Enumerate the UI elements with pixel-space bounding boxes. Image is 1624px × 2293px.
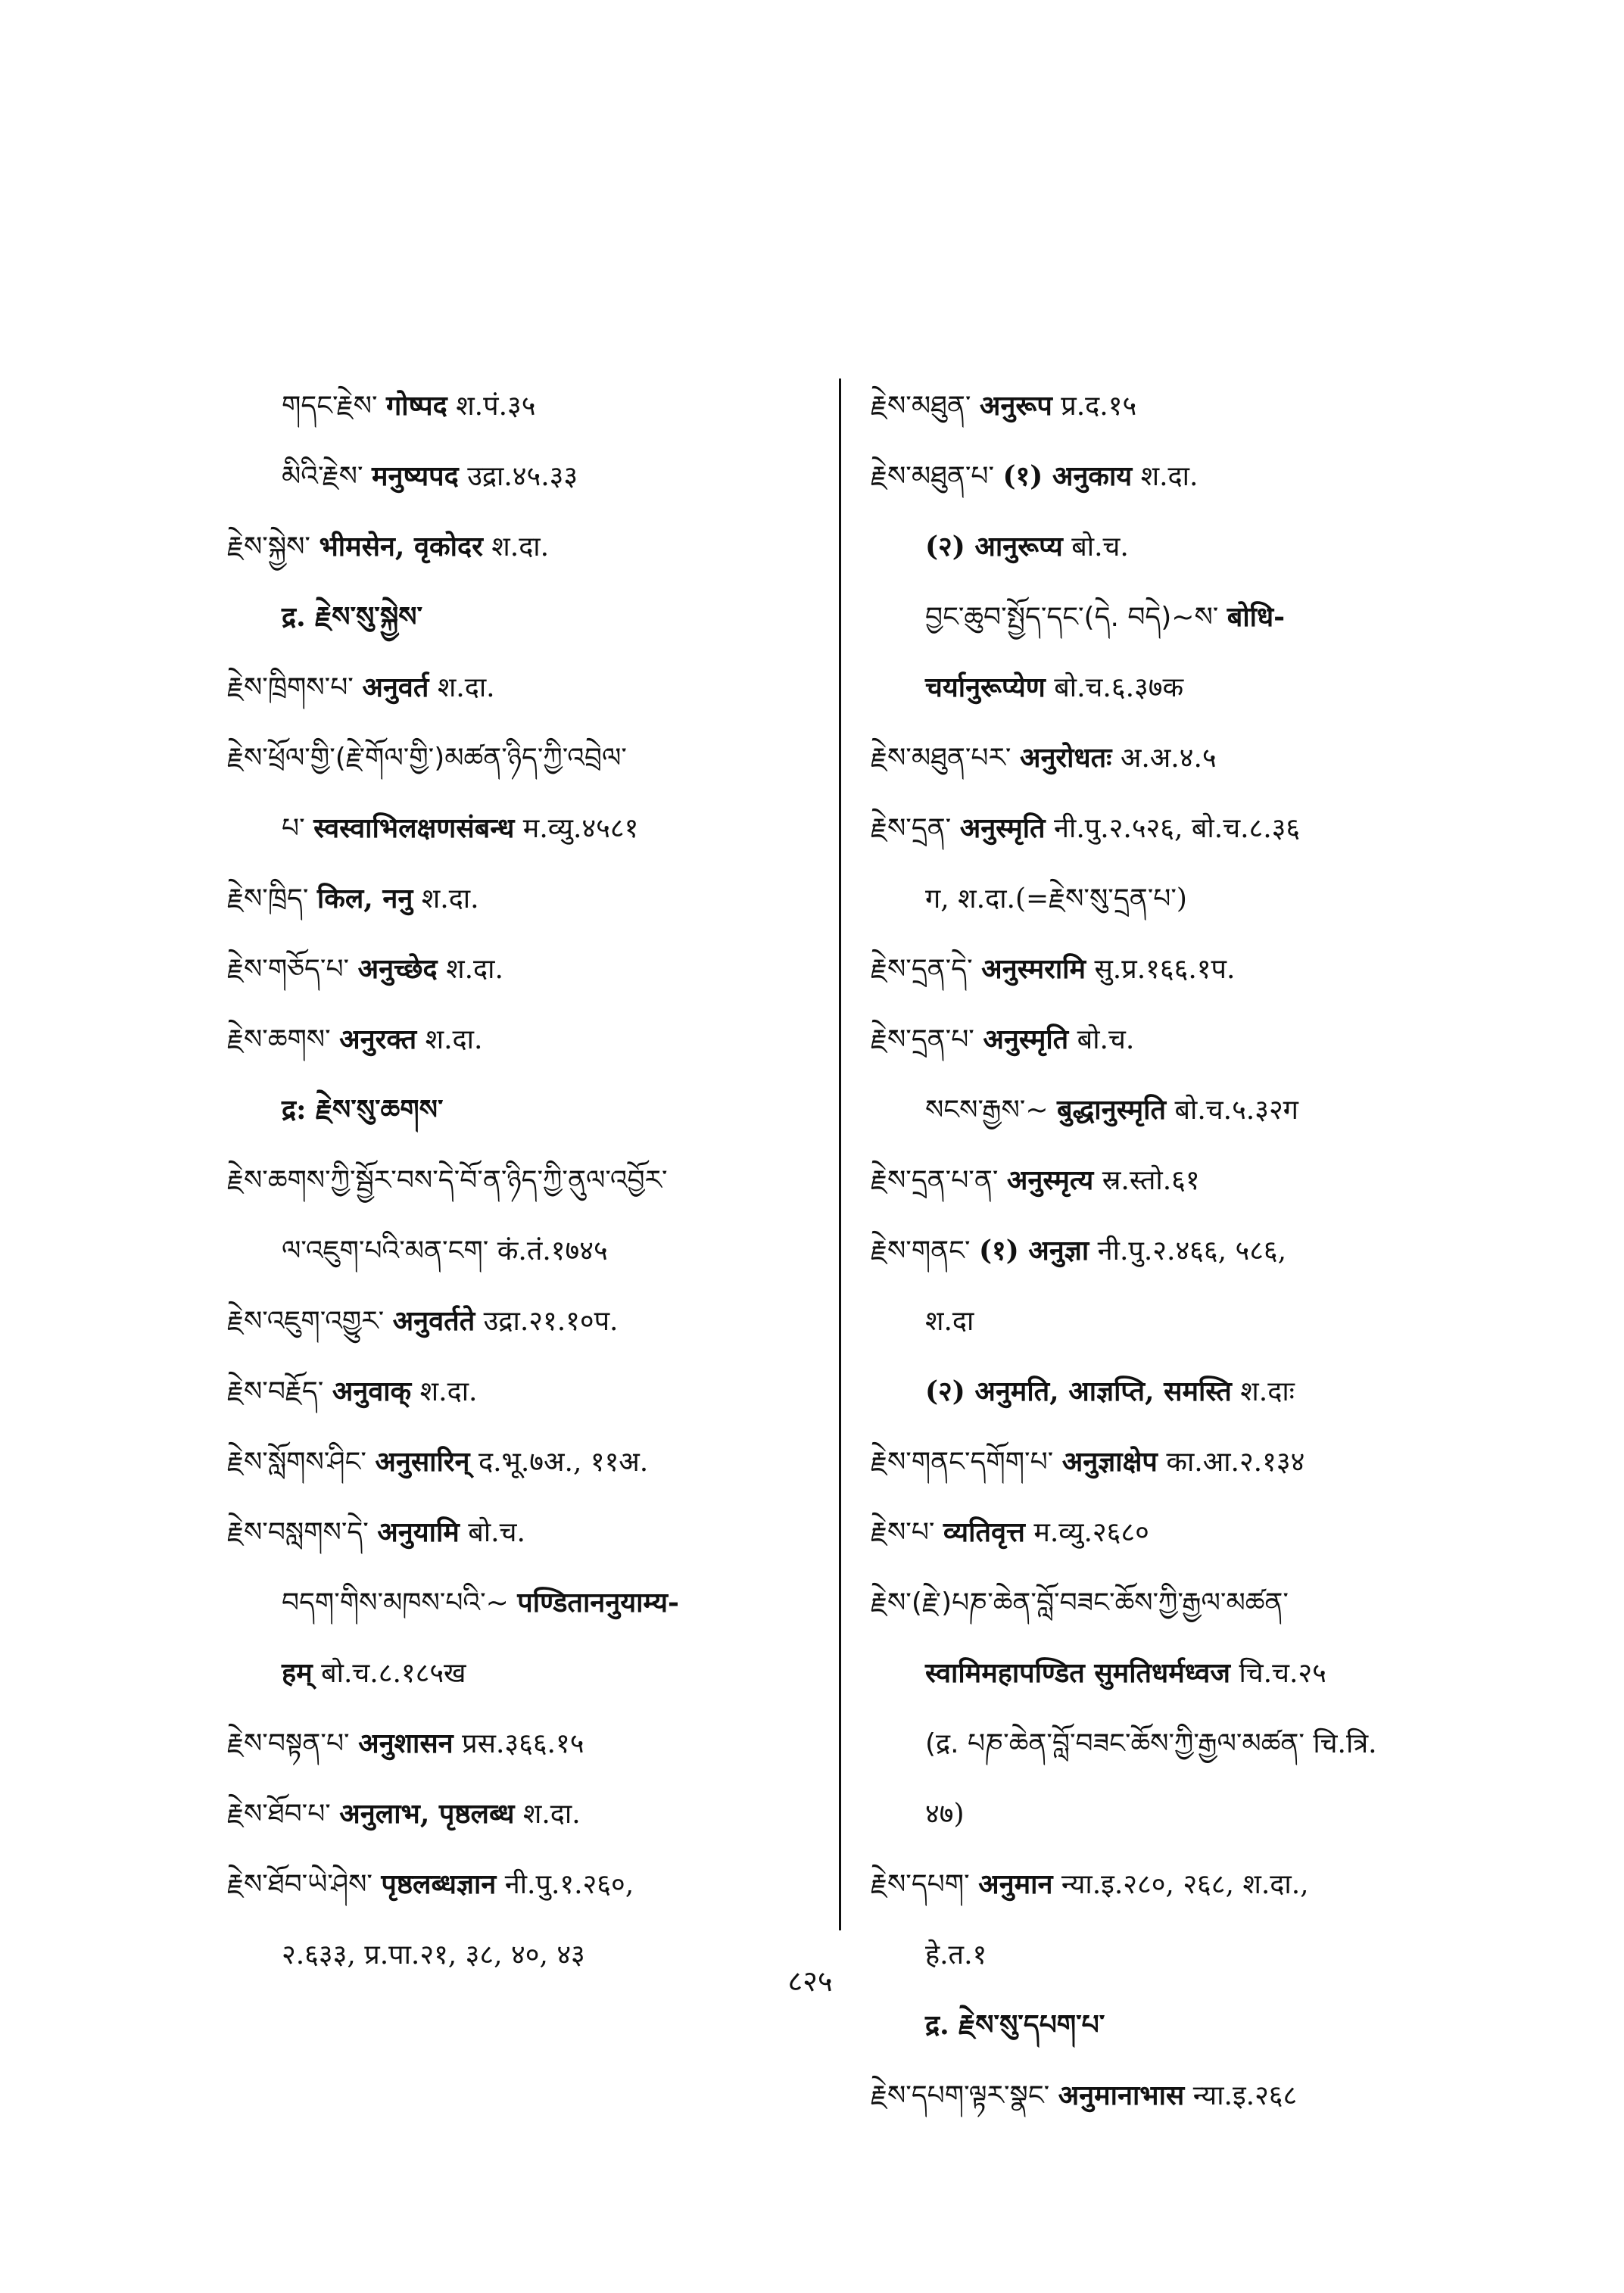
column-divider	[839, 379, 841, 1930]
source-reference: चि.च.२५	[1239, 1658, 1326, 1689]
source-reference: ४७)	[925, 1799, 965, 1830]
dictionary-entry-line	[871, 1216, 1446, 1286]
dictionary-entry-line	[871, 793, 1446, 864]
tibetan-headword: རྗེས་གཅོད་པ་	[227, 954, 350, 985]
tibetan-headword: རྗེས་གནང་	[871, 1235, 971, 1266]
dictionary-entry-line	[871, 1568, 1446, 1638]
source-reference: सु.प्र.१६६.१प.	[1094, 954, 1236, 985]
sanskrit-equivalent: चर्यानुरूप्येण	[925, 671, 1046, 703]
dictionary-entry-line	[871, 1990, 1446, 2061]
dictionary-entry-line	[871, 1286, 1446, 1357]
tibetan-headword: རྗེས་བརྗོད་	[227, 1376, 324, 1407]
tibetan-headword: རྗེས་ཆགས་	[227, 1024, 331, 1055]
tibetan-headword: བྱང་ཆུབ་སྤྱོད་དང་(དེ. བདེ)~ས་	[925, 602, 1219, 633]
dictionary-entry-line	[227, 1075, 825, 1145]
sanskrit-equivalent: अनुस्मृत्य	[1006, 1164, 1094, 1196]
source-reference: श.दा	[925, 1306, 974, 1337]
tibetan-headword: རྗེས་འཇུག་འགྱུར་	[227, 1306, 385, 1337]
dictionary-entry-line	[227, 653, 825, 723]
sanskrit-equivalent: अनुस्मृति	[983, 1023, 1069, 1055]
source-reference: का.आ.२.१३४	[1166, 1447, 1305, 1478]
tibetan-headword: རྗེས་དཔག་	[871, 1869, 970, 1900]
source-reference: बो.च.	[1077, 1024, 1135, 1055]
source-reference: हे.त.१	[925, 1939, 987, 1971]
dictionary-entry-line	[227, 1357, 825, 1427]
dictionary-entry-line	[227, 1638, 825, 1709]
tibetan-headword: རྗེས་དྲན་དེ་	[871, 954, 973, 985]
tibetan-headword: རྗེས་སྐྱེས་	[227, 531, 310, 562]
sanskrit-equivalent: व्यतिवृत्त	[943, 1516, 1025, 1548]
dictionary-entry-line	[227, 723, 825, 793]
dictionary-entry-line	[871, 1849, 1446, 1920]
source-reference: द.भू.७अ., ११अ.	[478, 1447, 649, 1478]
tibetan-headword: རྗེས་བསྟན་པ་	[227, 1728, 350, 1759]
dictionary-entry-line	[871, 1779, 1446, 1849]
sanskrit-equivalent: गोष्पद	[386, 390, 447, 422]
dictionary-entry-line	[227, 1286, 825, 1357]
sanskrit-equivalent: स्वस्वाभिलक्षणसंबन्ध	[313, 812, 515, 844]
tibetan-headword: རྗེས་དྲན་པ་	[871, 1024, 974, 1055]
sanskrit-equivalent: अनुलाभ, पृष्ठलब्ध	[339, 1798, 515, 1830]
dictionary-entry-line	[871, 1427, 1446, 1497]
source-reference: उद्रा.४५.३३	[467, 461, 578, 492]
dictionary-entry-line	[871, 1005, 1446, 1075]
tibetan-headword: རྗེས་ཆགས་ཀྱི་སྦྱོར་བས་དེ་བོ་ན་ཉིད་ཀྱི་ནུལ་འབྱོར་	[227, 1165, 668, 1196]
sanskrit-equivalent: भीमसेन, वृकोदर	[319, 531, 483, 562]
source-reference: अ.अ.४.५	[1120, 743, 1217, 774]
sanskrit-equivalent: (२) अनुमति, आज्ञप्ति, समस्ति	[925, 1375, 1232, 1407]
dictionary-entry-line	[227, 934, 825, 1005]
dictionary-entry-line	[871, 723, 1446, 793]
sanskrit-equivalent: (२) आनुरूप्य	[925, 531, 1063, 562]
dictionary-entry-line	[227, 1849, 825, 1920]
tibetan-headword: སངས་རྒྱས་~	[925, 1095, 1049, 1126]
tibetan-headword: རྗེས་ཐོབ་པ་	[227, 1799, 331, 1830]
tibetan-headword: (द्र. པཎ་ཆེན་བློ་བཟང་ཆོས་ཀྱི་རྒྱལ་མཚན་	[925, 1728, 1304, 1759]
source-reference: चि.त्रि.	[1313, 1728, 1377, 1759]
source-reference: कं.तं.१७४५	[497, 1235, 608, 1266]
source-reference: ग, श.दा.(=རྗེས་སུ་དྲན་པ་)	[925, 883, 1187, 914]
dictionary-entry-line	[871, 1638, 1446, 1709]
dictionary-entry-line	[871, 1497, 1446, 1568]
tibetan-headword: མིའི་རྗེས་	[282, 461, 363, 492]
dictionary-entry-line	[227, 1145, 825, 1216]
dictionary-entry-line	[871, 653, 1446, 723]
dictionary-entry-line	[227, 864, 825, 934]
source-reference: म.व्यु.४५८१	[522, 813, 639, 844]
dictionary-entry-line	[227, 1568, 825, 1638]
sanskrit-equivalent: अनुरूप	[979, 390, 1052, 422]
source-reference: नी.पु.२.४६६, ५८६,	[1097, 1235, 1287, 1266]
sanskrit-equivalent: अनुस्मरामि	[981, 953, 1086, 985]
source-reference: न्या.इ.२८०, २६८, श.दा.,	[1061, 1869, 1309, 1900]
source-reference: बो.च.	[468, 1517, 525, 1548]
tibetan-headword: རྗེས་བསླགས་དེ་	[227, 1517, 369, 1548]
dictionary-entry-line	[871, 1920, 1446, 1990]
sanskrit-equivalent: अनुमान	[978, 1868, 1053, 1900]
tibetan-headword: རྗེས་སློགས་ཤིང་	[227, 1447, 366, 1478]
source-reference: प्र.द.१५	[1061, 391, 1137, 422]
source-reference: बो.च.६.३७क	[1054, 672, 1184, 703]
source-reference: बो.च.	[1071, 531, 1129, 562]
dictionary-entry-line	[227, 1779, 825, 1849]
source-reference: नी.पु.१.२६०,	[504, 1869, 634, 1900]
dictionary-entry-line	[227, 793, 825, 864]
tibetan-headword: རྗེས་དཔག་ལྟར་སྣང་	[871, 2080, 1050, 2111]
tibetan-headword: རྗེས་ཐོབ་ཡེ་ཤེས་	[227, 1869, 372, 1900]
sanskrit-equivalent: अनुशासन	[358, 1728, 454, 1759]
sanskrit-equivalent: अनुसारिन्	[375, 1446, 470, 1478]
dictionary-entry-line	[227, 512, 825, 582]
tibetan-headword: རྗེས་མཐུན་པར་	[871, 743, 1011, 774]
sanskrit-equivalent: किल, ननु	[316, 883, 413, 914]
dictionary-entry-line	[227, 582, 825, 653]
sanskrit-equivalent: अनुवाक्	[332, 1375, 412, 1407]
source-reference: नी.पु.२.५२६, बो.च.८.३६	[1054, 813, 1301, 844]
tibetan-headword: རྗེས་ཕྲོལ་གྱི་(རྗེ་གོལ་གྱི་)མཚན་ཉིད་ཀྱི་འབྲེལ་	[227, 743, 627, 774]
source-reference: प्रस.३६६.१५	[462, 1728, 584, 1759]
tibetan-headword: རྗེས་པ་	[871, 1517, 935, 1548]
dictionary-entry-line	[871, 1709, 1446, 1779]
tibetan-headword: གདང་རྗེས་	[282, 391, 378, 422]
source-reference: बो.च.५.३२ग	[1174, 1095, 1298, 1126]
sanskrit-equivalent: (१) अनुकाय	[1002, 460, 1133, 492]
source-reference: श.दा.	[522, 1799, 581, 1830]
dictionary-entry-line	[871, 582, 1446, 653]
right-column	[871, 371, 1446, 2131]
sanskrit-equivalent: अनुयामि	[377, 1516, 460, 1548]
source-reference: श.दा.	[419, 1376, 478, 1407]
sanskrit-equivalent: बुद्धानुस्मृति	[1056, 1094, 1166, 1126]
sanskrit-equivalent: हम्	[282, 1657, 313, 1689]
dictionary-entry-line	[227, 1005, 825, 1075]
sanskrit-equivalent: अनुज्ञाक्षेप	[1061, 1446, 1158, 1478]
dictionary-entry-line	[871, 371, 1446, 441]
dictionary-entry-line	[871, 1145, 1446, 1216]
tibetan-headword: བདག་གིས་མཁས་པའི་~	[282, 1587, 509, 1618]
source-reference: श.दाः	[1240, 1376, 1295, 1407]
tibetan-headword: ལ་འཇུག་པའི་མན་ངག་	[282, 1235, 489, 1266]
sanskrit-equivalent: पण्डिताननुयाम्य-	[517, 1587, 679, 1618]
dictionary-entry-line	[227, 1497, 825, 1568]
source-reference: श.पं.३५	[456, 391, 536, 422]
sanskrit-equivalent: बोधि-	[1227, 601, 1286, 633]
source-reference: २.६३३, प्र.पा.२१, ३८, ४०, ४३	[282, 1939, 585, 1971]
tibetan-headword: རྗེས་(རྗེ་)པཎ་ཆེན་བློ་བཟང་ཆོས་ཀྱི་རྒྱལ་མཚན་	[871, 1587, 1289, 1618]
sanskrit-equivalent: द्र: རྗེས་སུ་ཆགས་	[282, 1094, 444, 1126]
tibetan-headword: རྗེས་དྲན་	[871, 813, 952, 844]
dictionary-entry-line	[871, 864, 1446, 934]
tibetan-headword: རྗེས་ཁྲིགས་པ་	[227, 672, 354, 703]
left-column	[227, 371, 825, 1990]
source-reference: श.दा.	[437, 672, 495, 703]
sanskrit-equivalent: (१) अनुज्ञा	[978, 1235, 1089, 1266]
dictionary-entry-line	[227, 1709, 825, 1779]
tibetan-headword: རྗེས་མཐུན་པ་	[871, 461, 995, 492]
tibetan-headword: རྗེས་ཁྲིད་	[227, 883, 309, 914]
dictionary-entry-line	[871, 1075, 1446, 1145]
tibetan-headword: པ་	[282, 813, 305, 844]
tibetan-headword: རྗེས་གནང་དགོག་པ་	[871, 1447, 1054, 1478]
sanskrit-equivalent: अनुरोधतः	[1019, 742, 1112, 774]
dictionary-entry-line	[871, 1357, 1446, 1427]
tibetan-headword: རྗེས་དྲན་པ་ན་	[871, 1165, 999, 1196]
sanskrit-equivalent: अनुरक्त	[339, 1023, 417, 1055]
sanskrit-equivalent: मनुष्यपद	[372, 460, 459, 492]
source-reference: श.दा.	[1140, 461, 1199, 492]
sanskrit-equivalent: स्वामिमहापण्डित सुमतिधर्मध्वज	[925, 1657, 1230, 1689]
dictionary-entry-line	[871, 512, 1446, 582]
source-reference: न्या.इ.२६८	[1192, 2080, 1298, 2111]
sanskrit-equivalent: अनुवर्त	[362, 671, 429, 703]
source-reference: बो.च.८.१८५ख	[321, 1658, 466, 1689]
sanskrit-equivalent: अनुमानाभास	[1058, 2080, 1185, 2111]
dictionary-entry-line	[871, 934, 1446, 1005]
dictionary-entry-line	[227, 441, 825, 512]
dictionary-entry-line	[227, 371, 825, 441]
tibetan-headword: རྗེས་མཐུན་	[871, 391, 971, 422]
sanskrit-equivalent: द्र. རྗེས་སུ་སྐྱེས་	[282, 601, 423, 633]
dictionary-entry-line	[227, 1427, 825, 1497]
source-reference: म.व्यु.२६८०	[1033, 1517, 1149, 1548]
source-reference: उद्रा.२१.१०प.	[483, 1306, 619, 1337]
dictionary-entry-line	[871, 2061, 1446, 2131]
sanskrit-equivalent: अनुवर्तते	[392, 1305, 475, 1337]
dictionary-entry-line	[871, 441, 1446, 512]
source-reference: श.दा.	[491, 531, 550, 562]
sanskrit-equivalent: अनुस्मृति	[959, 812, 1046, 844]
sanskrit-equivalent: द्र. རྗེས་སུ་དཔག་པ་	[925, 2009, 1105, 2041]
dictionary-entry-line	[227, 1920, 825, 1990]
source-reference: श.दा.	[421, 883, 479, 914]
source-reference: स्र.स्तो.६१	[1102, 1165, 1200, 1196]
sanskrit-equivalent: पृष्ठलब्धज्ञान	[381, 1868, 497, 1900]
dictionary-entry-line	[227, 1216, 825, 1286]
source-reference: श.दा.	[425, 1024, 483, 1055]
page-number: ८२५	[787, 1964, 833, 1998]
sanskrit-equivalent: अनुच्छेद	[357, 953, 438, 985]
source-reference: श.दा.	[446, 954, 503, 985]
